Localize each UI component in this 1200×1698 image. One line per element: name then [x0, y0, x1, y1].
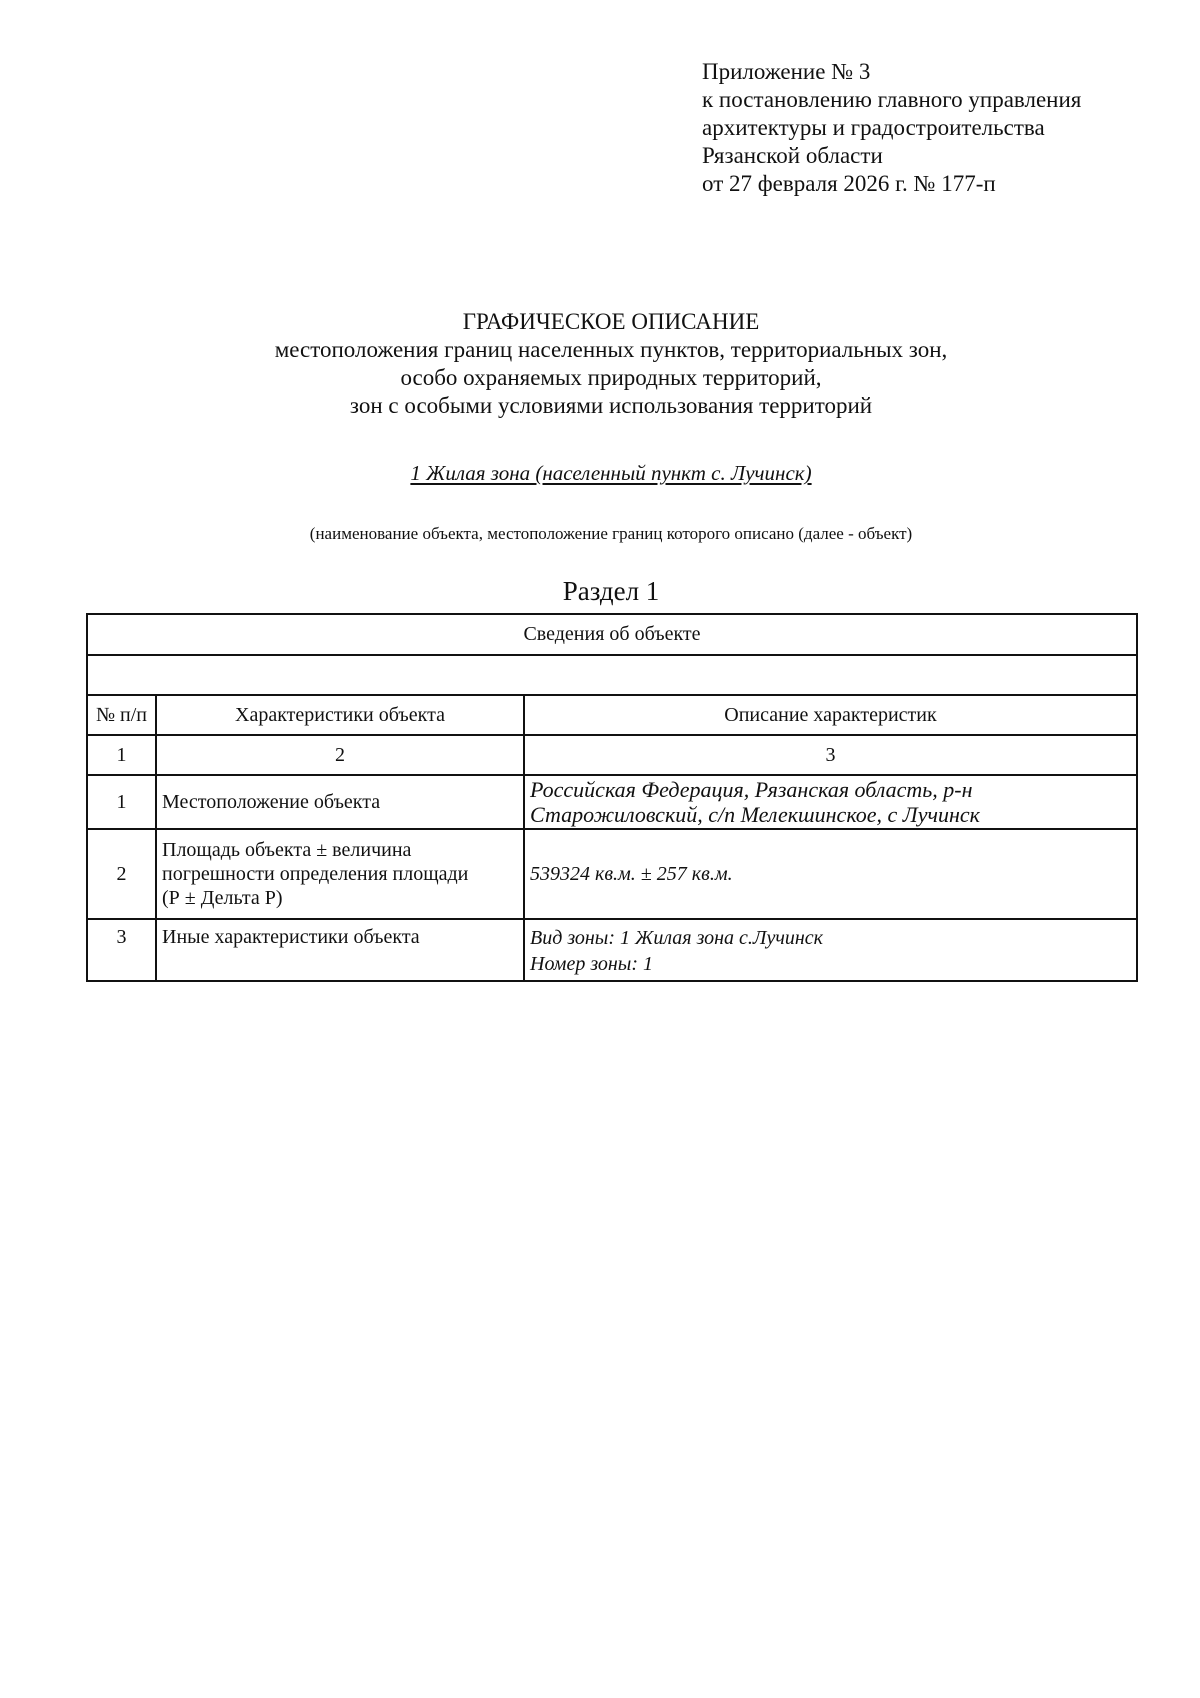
- appendix-date-line: от 27 февраля 2026 г. № 177-п: [702, 171, 996, 196]
- table-empty-cell: [87, 655, 1137, 695]
- row-description-line: Номер зоны: 1: [530, 953, 653, 975]
- appendix-number: Приложение № 3: [702, 59, 871, 84]
- index-cell-2: 2: [156, 735, 524, 775]
- row-description-line: Старожиловский, с/п Мелекшинское, с Лучинск: [530, 802, 980, 827]
- index-cell-3: 3: [524, 735, 1137, 775]
- document-subtitle-line-3: зон с особыми условиями использования территорий: [349, 393, 873, 418]
- document-subtitle-line-2: особо охраняемых природных территорий,: [400, 365, 822, 390]
- table-header-row: [87, 695, 1137, 735]
- row-characteristic: Иные характеристики объекта: [156, 919, 524, 981]
- table-caption: Сведения об объекте: [87, 614, 1137, 655]
- row-num: 2: [87, 829, 156, 919]
- appendix-header: [702, 58, 1081, 198]
- object-name: 1 Жилая зона (населенный пункт с. Лучинск): [410, 461, 812, 485]
- row-description: [524, 775, 1137, 829]
- table-empty-row: [87, 655, 1137, 695]
- document-subtitle-line-1: местоположения границ населенных пунктов, территориальных зон,: [274, 337, 948, 362]
- row-num: 3: [87, 919, 156, 981]
- row-num: 1: [87, 775, 156, 829]
- object-info-table: [86, 613, 1138, 982]
- document-title: ГРАФИЧЕСКОЕ ОПИСАНИЕ: [462, 309, 760, 334]
- row-characteristic-line: Площадь объекта ± величина: [162, 839, 412, 861]
- table-row: [87, 919, 1137, 981]
- appendix-authority-line: архитектуры и градостроительства: [702, 115, 1045, 140]
- appendix-region-line: Рязанской области: [702, 143, 883, 168]
- row-description: 539324 кв.м. ± 257 кв.м.: [524, 829, 1137, 919]
- row-characteristic-line: погрешности определения площади: [162, 863, 469, 885]
- document-title-block: [0, 308, 1200, 420]
- row-characteristic: [156, 829, 524, 919]
- table-caption-row: [87, 614, 1137, 655]
- index-cell-1: 1: [87, 735, 156, 775]
- row-characteristic-line: (Р ± Дельта Р): [162, 887, 283, 909]
- row-description-line: Российская Федерация, Рязанская область, р-н: [530, 777, 973, 802]
- header-description: Описание характеристик: [524, 695, 1137, 735]
- row-characteristic: Местоположение объекта: [156, 775, 524, 829]
- table-row: [87, 829, 1137, 919]
- section-title: Раздел 1: [562, 576, 660, 606]
- object-name-caption: (наименование объекта, местоположение границ которого описано (далее - объект): [309, 524, 913, 543]
- appendix-decree-line: к постановлению главного управления: [702, 87, 1082, 112]
- header-num: № п/п: [87, 695, 156, 735]
- row-description-line: Вид зоны: 1 Жилая зона с.Лучинск: [530, 927, 824, 949]
- row-description: [524, 919, 1137, 981]
- header-characteristics: Характеристики объекта: [156, 695, 524, 735]
- table-row: [87, 775, 1137, 829]
- table-index-row: [87, 735, 1137, 775]
